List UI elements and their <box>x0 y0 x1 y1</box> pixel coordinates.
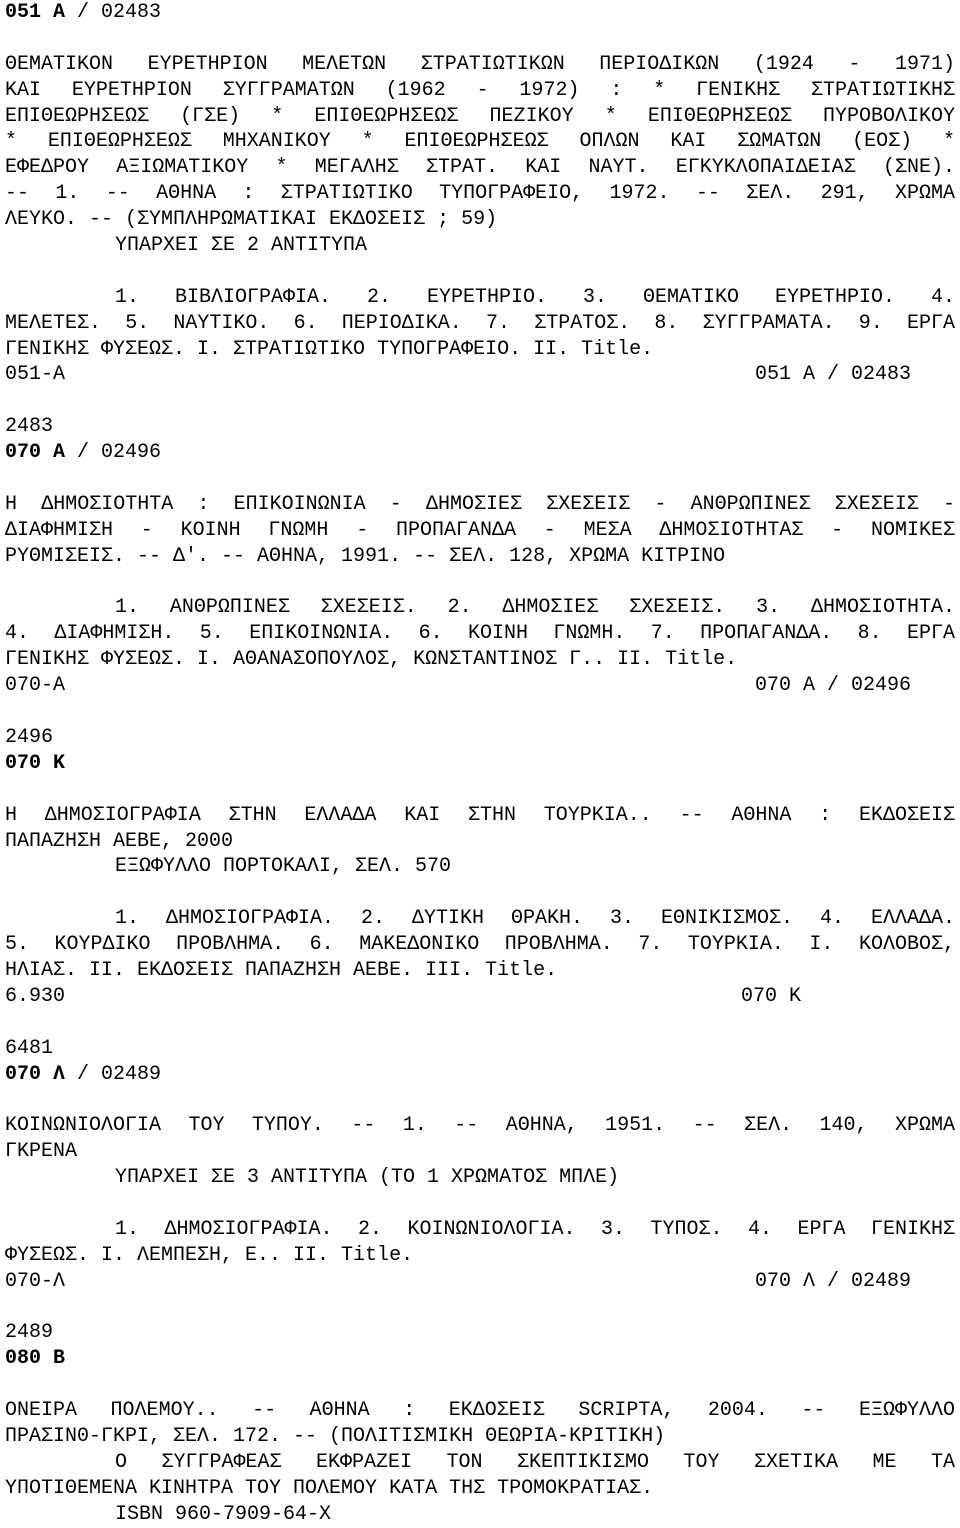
call-number-row <box>5 673 955 699</box>
call-number-right: 051 A / 02483 <box>754 363 911 387</box>
call-number-right: 070 A / 02496 <box>754 674 911 698</box>
record-number: 6481 <box>5 1036 54 1060</box>
record-number: 2483 <box>5 415 54 439</box>
subject-line: ΓΕΝΙΚΗΣ ΦΥΣΕΩΣ. Ι. ΑΘΑΝΑΣΟΠΟΥΛΟΣ, ΚΩΝΣΤΑΝΤΙΝΟΣ Γ.. ΙΙ. Title. <box>5 648 738 672</box>
call-number-row <box>5 1269 955 1295</box>
record-code: 051 A <box>5 1 66 24</box>
call-number-right: 070 K <box>740 984 801 1008</box>
record-code-suffix: / 02489 <box>65 1062 162 1086</box>
desc-line: * ΕΠΙΘΕΩΡΗΣΕΩΣ ΜΗΧΑΝΙΚΟΥ * ΕΠΙΘΕΩΡΗΣΕΩΣ ΟΠΛΩΝ ΚΑΙ ΣΩΜΑΤΩΝ (ΕΟΣ) * <box>5 130 955 154</box>
subject-line: ΓΕΝΙΚΗΣ ΦΥΣΕΩΣ. Ι. ΣΤΡΑΤΙΩΤΙΚΟ ΤΥΠΟΓΡΑΦΕΙΟ. ΙΙ. Title. <box>5 337 654 361</box>
subject-line: ΦΥΣΕΩΣ. Ι. ΛΕΜΠΕΣΗ, Ε.. ΙΙ. Title. <box>5 1243 414 1267</box>
desc-line: ΘΕΜΑΤΙΚΟΝ ΕΥΡΕΤΗΡΙΟΝ ΜΕΛΕΤΩΝ ΣΤΡΑΤΙΩΤΙΚΩΝ ΠΕΡΙΟΔΙΚΩΝ (1924 - 1971) <box>5 52 955 76</box>
record-code-080b <box>5 1346 955 1372</box>
subject-line: 5. ΚΟΥΡΔΙΚΟ ΠΡΟΒΛΗΜΑ. 6. ΜΑΚΕΔΟΝΙΚΟ ΠΡΟΒΛΗΜΑ. 7. ΤΟΥΡΚΙΑ. Ι. ΚΟΛΟΒΟΣ, <box>5 933 955 957</box>
record-code-051a <box>5 0 955 26</box>
desc-line: -- 1. -- ΑΘΗΝΑ : ΣΤΡΑΤΙΩΤΙΚΟ ΤΥΠΟΓΡΑΦΕΙΟ, 1972. -- ΣΕΛ. 291, ΧΡΩΜΑ <box>5 182 955 206</box>
desc-line: ΡΥΘΜΙΣΕΙΣ. -- Δ'. -- ΑΘΗΝΑ, 1991. -- ΣΕΛ. 128, ΧΡΩΜΑ ΚΙΤΡΙΝΟ <box>5 544 726 568</box>
desc-line: ΔΙΑΦΗΜΙΣΗ - ΚΟΙΝΗ ΓΝΩΜΗ - ΠΡΟΠΑΓΑΝΔΑ - ΜΕΣΑ ΔΗΜΟΣΙΟΤΗΤΑΣ - ΝΟΜΙΚΕΣ <box>5 518 955 542</box>
subject-line: 1. ΒΙΒΛΙΟΓΡΑΦΙΑ. 2. ΕΥΡΕΤΗΡΙΟ. 3. ΘΕΜΑΤΙΚΟ ΕΥΡΕΤΗΡΙΟ. 4. <box>115 285 955 309</box>
record-code: 070 Λ <box>5 1062 66 1086</box>
record-number: 2489 <box>5 1321 54 1345</box>
subject-line: ΜΕΛΕΤΕΣ. 5. ΝΑΥΤΙΚΟ. 6. ΠΕΡΙΟΔΙΚΑ. 7. ΣΤΡΑΤΟΣ. 8. ΣΥΓΓΡΑΜΑΤΑ. 9. ΕΡΓΑ <box>5 311 955 335</box>
isbn: ISBN 960-7909-64-X <box>115 1502 332 1526</box>
call-number-row <box>5 362 955 388</box>
subject-line: 1. ΑΝΘΡΩΠΙΝΕΣ ΣΧΕΣΕΙΣ. 2. ΔΗΜΟΣΙΕΣ ΣΧΕΣΕΙΣ. 3. ΔΗΜΟΣΙΟΤΗΤΑ. <box>115 596 955 620</box>
abstract-line: Ο ΣΥΓΓΡΑΦΕΑΣ ΕΚΦΡΑΖΕΙ ΤΟΝ ΣΚΕΠΤΙΚΙΣΜΟ ΤΟΥ ΣΧΕΤΙΚΑ ΜΕ ΤΑ <box>115 1450 955 1474</box>
desc-line: ΛΕΥΚΟ. -- (ΣΥΜΠΛΗΡΩΜΑΤΙΚΑΙ ΕΚΔΟΣΕΙΣ ; 59) <box>5 208 498 232</box>
subject-line: 1. ΔΗΜΟΣΙΟΓΡΑΦΙΑ. 2. ΚΟΙΝΩΝΙΟΛΟΓΙΑ. 3. ΤΥΠΟΣ. 4. ΕΡΓΑ ΓΕΝΙΚΗΣ <box>115 1217 955 1241</box>
record-code-suffix: / 02483 <box>65 1 162 24</box>
desc-line: ΚΑΙ ΕΥΡΕΤΗΡΙΟΝ ΣΥΓΓΡΑΜΑΤΩΝ (1962 - 1972) : * ΓΕΝΙΚΗΣ ΣΤΡΑΤΙΩΤΙΚΗΣ <box>5 78 955 102</box>
call-number-right: 070 Λ / 02489 <box>754 1269 911 1293</box>
note-line: ΥΠΑΡΧΕΙ ΣΕ 2 ΑΝΤΙΤΥΠΑ <box>115 234 368 258</box>
record-code-070l <box>5 1062 955 1088</box>
record-code-suffix: / 02496 <box>65 441 162 465</box>
record-code: 080 B <box>5 1347 66 1371</box>
desc-line: ΕΦΕΔΡΟΥ ΑΞΙΩΜΑΤΙΚΟΥ * ΜΕΓΑΛΗΣ ΣΤΡΑΤ. ΚΑΙ ΝΑΥΤ. ΕΓΚΥΚΛΟΠΑΙΔΕΙΑΣ (ΣΝΕ). <box>5 156 955 180</box>
desc-line: Η ΔΗΜΟΣΙΟΤΗΤΑ : ΕΠΙΚΟΙΝΩΝΙΑ - ΔΗΜΟΣΙΕΣ ΣΧΕΣΕΙΣ - ΑΝΘΡΩΠΙΝΕΣ ΣΧΕΣΕΙΣ - <box>5 492 955 516</box>
desc-line: ΟΝΕΙΡΑ ΠΟΛΕΜΟΥ.. -- ΑΘΗΝΑ : ΕΚΔΟΣΕΙΣ SCRIPTA, 2004. -- ΕΞΩΦΥΛΛΟ <box>5 1399 955 1423</box>
subject-line: ΗΛΙΑΣ. ΙΙ. ΕΚΔΟΣΕΙΣ ΠΑΠΑΖΗΣΗ ΑΕΒΕ. ΙΙΙ. Title. <box>5 958 558 982</box>
desc-line: ΕΠΙΘΕΩΡΗΣΕΩΣ (ΓΣΕ) * ΕΠΙΘΕΩΡΗΣΕΩΣ ΠΕΖΙΚΟΥ * ΕΠΙΘΕΩΡΗΣΕΩΣ ΠΥΡΟΒΟΛΙΚΟΥ <box>5 104 955 128</box>
record-code: 070 K <box>5 751 66 775</box>
desc-line: ΚΟΙΝΩΝΙΟΛΟΓΙΑ ΤΟΥ ΤΥΠΟΥ. -- 1. -- ΑΘΗΝΑ, 1951. -- ΣΕΛ. 140, ΧΡΩΜΑ <box>5 1114 955 1138</box>
call-number-row <box>5 984 955 1010</box>
call-number-left: 070-A <box>5 674 66 698</box>
record-code: 070 A <box>5 441 66 465</box>
subject-line: 4. ΔΙΑΦΗΜΙΣΗ. 5. ΕΠΙΚΟΙΝΩΝΙΑ. 6. ΚΟΙΝΗ ΓΝΩΜΗ. 7. ΠΡΟΠΑΓΑΝΔΑ. 8. ΕΡΓΑ <box>5 622 955 646</box>
record-code-070k <box>5 751 955 777</box>
desc-line: ΠΡΑΣΙΝ0-ΓΚΡΙ, ΣΕΛ. 172. -- (ΠΟΛΙΤΙΣΜΙΚΗ ΘΕΩΡΙΑ-ΚΡΙΤΙΚΗ) <box>5 1424 666 1448</box>
subject-line: 1. ΔΗΜΟΣΙΟΓΡΑΦΙΑ. 2. ΔΥΤΙΚΗ ΘΡΑΚΗ. 3. ΕΘΝΙΚΙΣΜΟΣ. 4. ΕΛΛΑΔΑ. <box>115 907 955 931</box>
call-number-left: 070-Λ <box>5 1269 66 1293</box>
call-number-left: 051-A <box>5 363 66 387</box>
desc-line: ΠΑΠΑΖΗΣΗ ΑΕΒΕ, 2000 <box>5 829 234 853</box>
record-code-070a <box>5 440 955 466</box>
desc-line: Η ΔΗΜΟΣΙΟΓΡΑΦΙΑ ΣΤΗΝ ΕΛΛΑΔΑ ΚΑΙ ΣΤΗΝ ΤΟΥΡΚΙΑ.. -- ΑΘΗΝΑ : ΕΚΔΟΣΕΙΣ <box>5 803 955 827</box>
desc-line: ΓΚΡΕΝΑ <box>5 1140 78 1164</box>
record-number: 2496 <box>5 725 54 749</box>
note-line: ΥΠΑΡΧΕΙ ΣΕ 3 ΑΝΤΙΤΥΠΑ (ΤΟ 1 ΧΡΩΜΑΤΟΣ ΜΠΛΕ) <box>115 1166 620 1190</box>
abstract-line: ΥΠΟΤΙΘΕΜΕΝΑ ΚΙΝΗΤΡΑ ΤΟΥ ΠΟΛΕΜΟΥ ΚΑΤΑ ΤΗΣ ΤΡΟΜΟΚΡΑΤΙΑΣ. <box>5 1476 654 1500</box>
note-line: ΕΞΩΦΥΛΛΟ ΠΟΡΤΟΚΑΛΙ, ΣΕΛ. 570 <box>115 855 452 879</box>
call-number-left: 6.930 <box>5 984 66 1008</box>
